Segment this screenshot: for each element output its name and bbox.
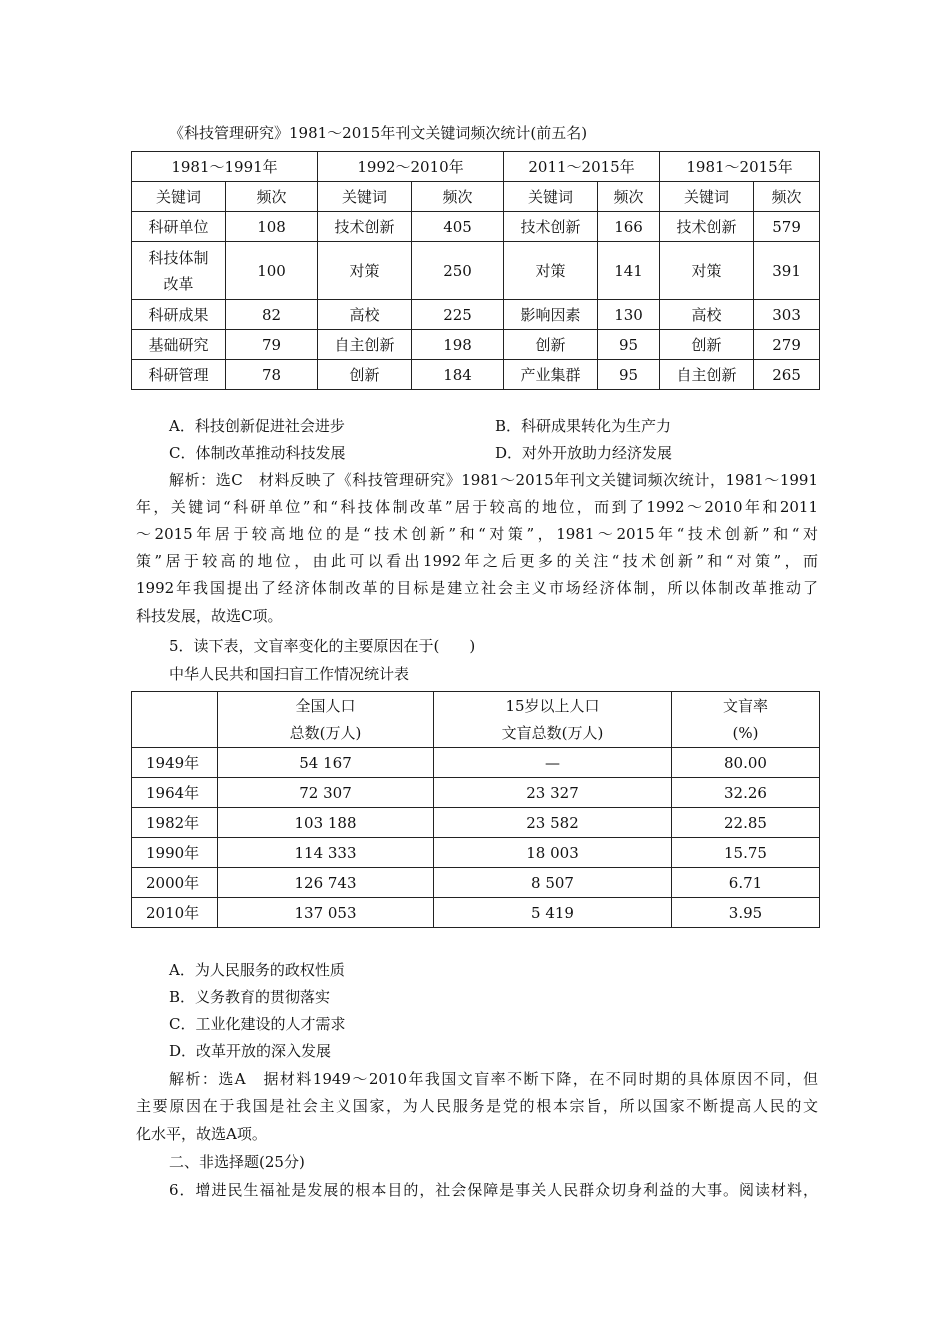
- table-row: [132, 838, 820, 868]
- table-cell: 技术创新: [660, 212, 754, 242]
- table-cell: 5 419: [434, 898, 672, 928]
- table-row: [132, 242, 820, 300]
- period-header: 2011～2015年: [504, 152, 660, 182]
- table-cell: 对策: [660, 242, 754, 300]
- option-d: D．对外开放助力经济发展: [495, 444, 673, 462]
- table-cell: 高校: [318, 300, 412, 330]
- table-cell: 72 307: [218, 778, 434, 808]
- table-cell: 基础研究: [132, 330, 226, 360]
- year-cell: 1949年: [132, 748, 218, 778]
- table-row: [132, 808, 820, 838]
- period-header: 1981～2015年: [660, 152, 820, 182]
- analysis-line: 年，关键词“科研单位”和“科技体制改革”居于较高的地位，而到了1992～2010年和2011: [136, 498, 818, 516]
- table-cell: 对策: [318, 242, 412, 300]
- table-cell: 高校: [660, 300, 754, 330]
- column-header: 频次: [412, 182, 504, 212]
- table-cell: 130: [598, 300, 660, 330]
- column-header: 关键词: [318, 182, 412, 212]
- analysis-line: 策”居于较高的地位，由此可以看出1992年之后更多的关注“技术创新”和“对策”，而: [136, 552, 818, 570]
- table-cell: 103 188: [218, 808, 434, 838]
- column-header: 关键词: [504, 182, 598, 212]
- table-cell: 95: [598, 330, 660, 360]
- table-cell: 82: [226, 300, 318, 330]
- table-cell: 54 167: [218, 748, 434, 778]
- table-cell: 391: [754, 242, 820, 300]
- period-header: 1981～1991年: [132, 152, 318, 182]
- table-cell: 303: [754, 300, 820, 330]
- column-header: 频次: [226, 182, 318, 212]
- table-cell: 对策: [504, 242, 598, 300]
- table-cell: 自主创新: [660, 360, 754, 390]
- table-row: [132, 748, 820, 778]
- table-cell: 科研单位: [132, 212, 226, 242]
- option-b: B．义务教育的贯彻落实: [169, 988, 331, 1006]
- header-line: 15岁以上人口: [505, 696, 600, 715]
- keyword-frequency-table: [131, 151, 820, 390]
- option-a: A．为人民服务的政权性质: [169, 961, 345, 979]
- year-cell: 1982年: [132, 808, 218, 838]
- table-cell-multiline: [132, 242, 226, 300]
- table1-caption: 《科技管理研究》1981～2015年刊文关键词频次统计(前五名): [169, 124, 588, 142]
- table-row: [132, 360, 820, 390]
- table-row: [132, 212, 820, 242]
- table-cell: 影响因素: [504, 300, 598, 330]
- table-row: [132, 898, 820, 928]
- table-cell: 80.00: [672, 748, 820, 778]
- column-header: [218, 692, 434, 748]
- section-heading: 二、非选择题(25分): [169, 1153, 305, 1171]
- option-a: A．科技创新促进社会进步: [169, 417, 345, 435]
- table-cell: 6.71: [672, 868, 820, 898]
- table-row: [132, 778, 820, 808]
- table-cell: 126 743: [218, 868, 434, 898]
- table-cell: 自主创新: [318, 330, 412, 360]
- table-cell: 78: [226, 360, 318, 390]
- header-line: 全国人口: [295, 696, 356, 715]
- table-cell: 3.95: [672, 898, 820, 928]
- period-header: 1992～2010年: [318, 152, 504, 182]
- table-row: [132, 300, 820, 330]
- table-cell: 405: [412, 212, 504, 242]
- table-cell: 250: [412, 242, 504, 300]
- table-cell: —: [434, 748, 672, 778]
- year-cell: 1990年: [132, 838, 218, 868]
- table-cell: 95: [598, 360, 660, 390]
- table-row: [132, 330, 820, 360]
- column-header: [434, 692, 672, 748]
- table-cell: 184: [412, 360, 504, 390]
- table-cell: 579: [754, 212, 820, 242]
- table-cell: 114 333: [218, 838, 434, 868]
- header-line: 总数(万人): [289, 723, 362, 742]
- column-header: 频次: [754, 182, 820, 212]
- analysis-line: 1992年我国提出了经济体制改革的目标是建立社会主义市场经济体制，所以体制改革推动了: [136, 579, 818, 597]
- table-cell: 141: [598, 242, 660, 300]
- question-stem: 6．增进民生福祉是发展的根本目的，社会保障是事关人民群众切身利益的大事。阅读材料，: [169, 1181, 818, 1199]
- analysis-line: 主要原因在于我国是社会主义国家，为人民服务是党的根本宗旨，所以国家不断提高人民的文: [136, 1097, 818, 1115]
- analysis-line: 解析：选C 材料反映了《科技管理研究》1981～2015年刊文关键词频次统计，1981～1991: [169, 471, 818, 489]
- table-cell: 产业集群: [504, 360, 598, 390]
- table-row: [132, 868, 820, 898]
- option-d: D．改革开放的深入发展: [169, 1042, 332, 1060]
- analysis-line: 科技发展，故选C项。: [136, 607, 283, 625]
- year-cell: 1964年: [132, 778, 218, 808]
- option-b: B．科研成果转化为生产力: [495, 417, 672, 435]
- table-cell: 23 582: [434, 808, 672, 838]
- question-stem: 5．读下表，文盲率变化的主要原因在于( ): [169, 637, 476, 655]
- table-cell: 225: [412, 300, 504, 330]
- analysis-line: ～2015年居于较高地位的是“技术创新”和“对策”，1981～2015年“技术创新”和“对: [136, 525, 818, 543]
- option-c: C．工业化建设的人才需求: [169, 1015, 346, 1033]
- table-cell: 32.26: [672, 778, 820, 808]
- table-cell: 265: [754, 360, 820, 390]
- table-cell-line: 科技体制: [148, 248, 209, 267]
- column-header: [672, 692, 820, 748]
- table-cell: 8 507: [434, 868, 672, 898]
- option-c: C．体制改革推动科技发展: [169, 444, 346, 462]
- table-cell: 科研成果: [132, 300, 226, 330]
- table-cell: 279: [754, 330, 820, 360]
- table-cell: 技术创新: [318, 212, 412, 242]
- table-cell-line: 改革: [163, 274, 194, 293]
- table-cell: 137 053: [218, 898, 434, 928]
- table2-caption: 中华人民共和国扫盲工作情况统计表: [169, 665, 410, 683]
- table-cell: 198: [412, 330, 504, 360]
- table-cell: 创新: [504, 330, 598, 360]
- year-cell: 2000年: [132, 868, 218, 898]
- column-header: 关键词: [132, 182, 226, 212]
- table-cell: 100: [226, 242, 318, 300]
- table-cell: 79: [226, 330, 318, 360]
- table-cell: 技术创新: [504, 212, 598, 242]
- table-cell: 22.85: [672, 808, 820, 838]
- year-cell: 2010年: [132, 898, 218, 928]
- table-cell: 科研管理: [132, 360, 226, 390]
- header-line: 文盲总数(万人): [501, 723, 604, 742]
- table-cell: 108: [226, 212, 318, 242]
- table-cell: 18 003: [434, 838, 672, 868]
- table-cell: 15.75: [672, 838, 820, 868]
- table-cell: 创新: [318, 360, 412, 390]
- analysis-line: 化水平，故选A项。: [136, 1125, 267, 1143]
- header-line: 文盲率: [722, 696, 768, 715]
- column-header: 频次: [598, 182, 660, 212]
- table-cell: 23 327: [434, 778, 672, 808]
- literacy-table: [131, 691, 820, 928]
- table-cell: 166: [598, 212, 660, 242]
- corner-cell: [132, 692, 218, 748]
- header-line: (%): [732, 723, 759, 742]
- column-header: 关键词: [660, 182, 754, 212]
- table-cell: 创新: [660, 330, 754, 360]
- analysis-line: 解析：选A 据材料1949～2010年我国文盲率不断下降，在不同时期的具体原因不同，但: [169, 1070, 818, 1088]
